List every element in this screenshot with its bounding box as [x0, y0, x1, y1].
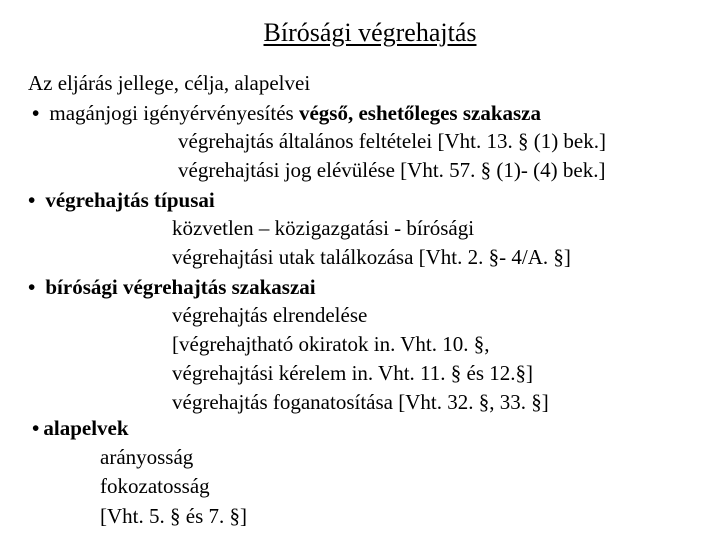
list-item: fokozatosság	[100, 474, 210, 498]
bullet-item-stages	[28, 274, 316, 300]
list-item: végrehajtás foganatosítása [Vht. 32. §, 33. §]	[172, 390, 549, 414]
bullet-item-private-law	[32, 100, 541, 126]
bullet-label-emphasis: végső, eshetőleges szakasza	[298, 101, 541, 125]
list-item: [Vht. 5. § és 7. §]	[100, 504, 247, 528]
bullet-label: bírósági végrehajtás szakaszai	[45, 275, 316, 299]
bullet-label: végrehajtás típusai	[45, 188, 215, 212]
list-item: arányosság	[100, 445, 194, 469]
page-title: Bírósági végrehajtás	[263, 18, 477, 47]
list-item: végrehajtási jog elévülése [Vht. 57. § (1)- (4) bek.]	[178, 158, 606, 182]
list-item: végrehajtás általános feltételei [Vht. 13. § (1) bek.]	[178, 129, 606, 153]
bullet-item-principles	[32, 415, 129, 441]
bullet-icon: •	[28, 275, 36, 299]
list-item: [végrehajtható okiratok in. Vht. 10. §,	[172, 332, 490, 356]
bullet-icon: •	[28, 188, 36, 212]
list-item: végrehajtási kérelem in. Vht. 11. § és 12.§]	[172, 361, 533, 385]
list-item: közvetlen – közigazgatási - bírósági	[172, 216, 475, 240]
bullet-label: alapelvek	[43, 416, 129, 440]
bullet-label: magánjogi igényérvényesítés	[49, 101, 299, 125]
list-item: végrehajtás elrendelése	[172, 303, 368, 327]
bullet-item-types	[28, 187, 215, 213]
list-item: végrehajtási utak találkozása [Vht. 2. §- 4/A. §]	[172, 245, 571, 269]
section-heading: Az eljárás jellege, célja, alapelvei	[28, 71, 311, 95]
bullet-icon: •	[32, 416, 40, 440]
bullet-icon: •	[32, 101, 40, 125]
